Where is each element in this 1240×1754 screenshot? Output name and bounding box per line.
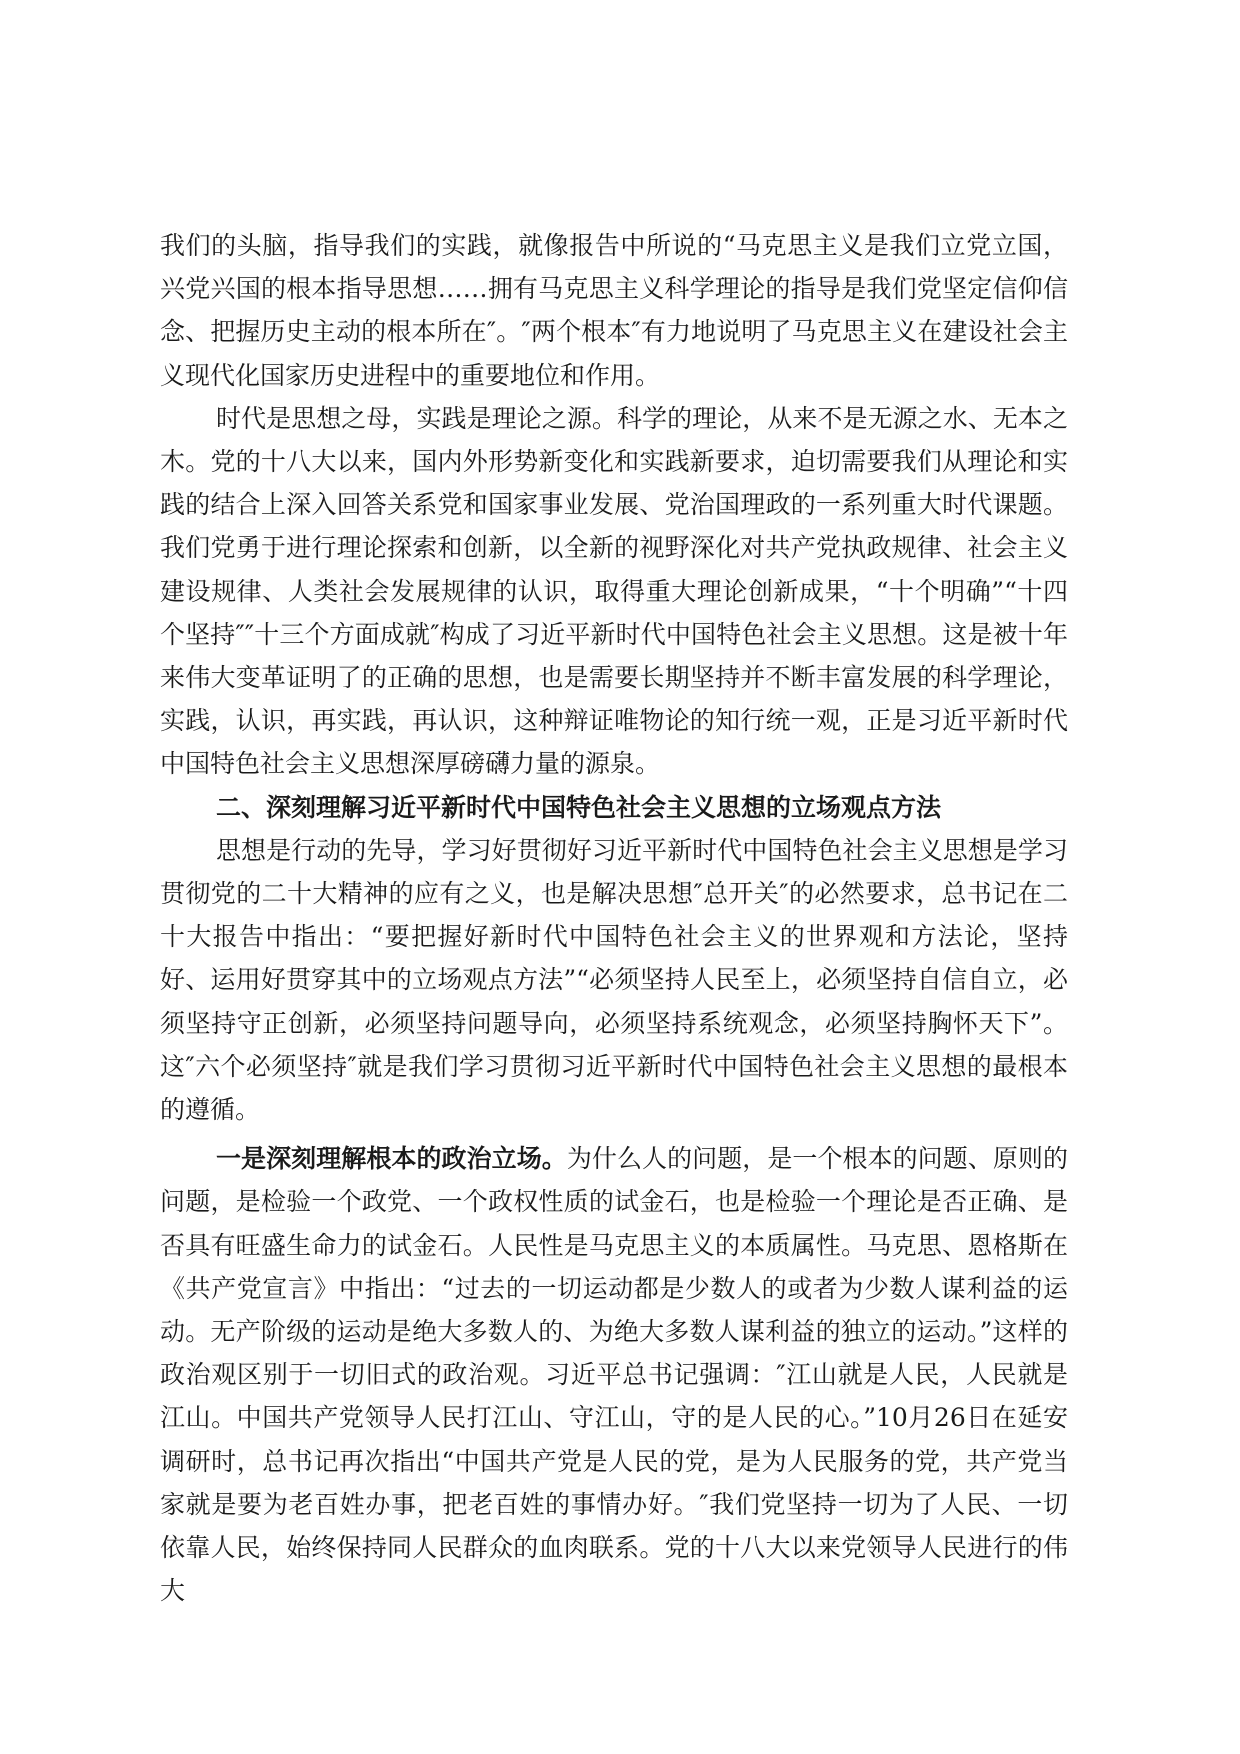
paragraph-body: 为什么人的问题，是一个根本的问题、原则的问题，是检验一个政党、一个政权性质的试金石，也是检验一个理论是否正确、是否具有旺盛生命力的试金石。人民性是马克思主义的本质属性。马克思、恩格斯在《共产党宣言》中指出：“过去的一切运动都是少数人的或者为少数人谋利益的运动。无产阶级的运动是绝大多数人的、为绝大多数人谋利益的独立的运动。”这样的政治观区别于一切旧式的政治观。习近平总书记强调：″江山就是人民，人民就是江山。中国共产党领导人民打江山、守江山，守的是人民的心。”10月26日在延安调研时，总书记再次指出“中国共产党是人民的党，是为人民服务的党，共产党当家就是要为老百姓办事，把老百姓的事情办好。″我们党坚持一切为了人民、一切依靠人民，始终保持同人民群众的血肉联系。党的十八大以来党领导人民进行的伟大: [160, 1144, 1068, 1606]
paragraph-era-and-practice: 时代是思想之母，实践是理论之源。科学的理论，从来不是无源之水、无本之木。党的十八大以来，国内外形势新变化和实践新要求，迫切需要我们从理论和实践的结合上深入回答关系党和国家事业发展、党治国理政的一系列重大时代课题。我们党勇于进行理论探索和创新，以全新的视野深化对共产党执政规律、社会主义建设规律、人类社会发展规律的认识，取得重大理论创新成果，“十个明确”“十四个坚持″″十三个方面成就″构成了习近平新时代中国特色社会主义思想。这是被十年来伟大变革证明了的正确的思想，也是需要长期坚持并不断丰富发展的科学理论，实践，认识，再实践，再认识，这种辩证唯物论的知行统一观，正是习近平新时代中国特色社会主义思想深厚磅礴力量的源泉。: [160, 403, 1068, 779]
paragraph-lead-bold: 一是深刻理解根本的政治立场。: [216, 1144, 567, 1174]
paragraph-political-stance: [160, 1137, 1068, 1612]
paragraph-thought-guides-action: 思想是行动的先导，学习好贯彻好习近平新时代中国特色社会主义思想是学习贯彻党的二十大精神的应有之义，也是解决思想″总开关″的必然要求，总书记在二十大报告中指出：“要把握好新时代中国特色社会主义的世界观和方法论，坚持好、运用好贯穿其中的立场观点方法”“必须坚持人民至上，必须坚持自信自立，必须坚持守正创新，必须坚持问题导向，必须坚持系统观念，必须坚持胸怀天下”。这″六个必须坚持″就是我们学习贯彻习近平新时代中国特色社会主义思想的最根本的遵循。: [160, 835, 1068, 1125]
paragraph-continuation: 我们的头脑，指导我们的实践，就像报告中所说的“马克思主义是我们立党立国，兴党兴国的根本指导思想……拥有马克思主义科学理论的指导是我们党坚定信仰信念、把握历史主动的根本所在″。″两个根本″有力地说明了马克思主义在建设社会主义现代化国家历史进程中的重要地位和作用。: [160, 231, 1068, 390]
section-heading: 二、深刻理解习近平新时代中国特色社会主义思想的立场观点方法: [216, 792, 942, 822]
